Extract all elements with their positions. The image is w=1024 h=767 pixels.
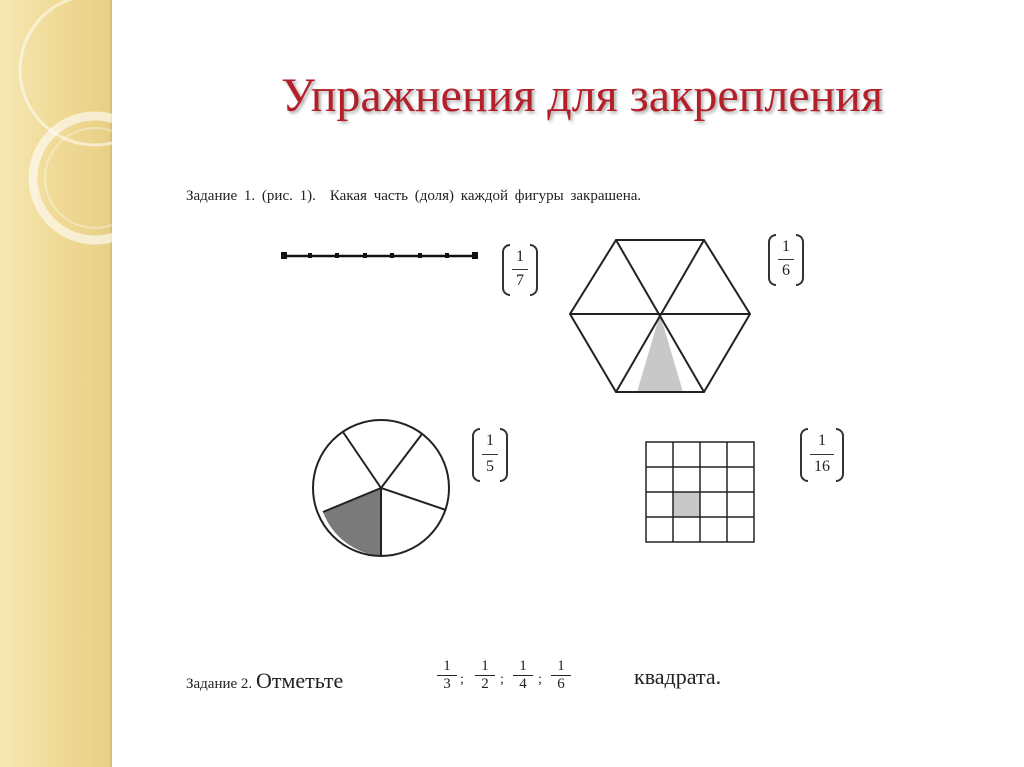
task1-text: [186, 188, 641, 205]
task2-verb: Отметьте: [255, 668, 344, 693]
answer-fraction-hexagon: 1 6: [768, 234, 804, 286]
task2-separator-2: ;: [500, 672, 504, 687]
task2-separator-1: ;: [460, 672, 464, 687]
task2-fraction-3: 1 4: [512, 658, 534, 693]
task2-separator-3: ;: [538, 672, 542, 687]
task2-ending: квадрата.: [634, 664, 722, 689]
segment-figure: [278, 246, 484, 266]
task2-fraction-1: 1 3: [436, 658, 458, 693]
circle-figure: [306, 418, 456, 562]
task1-question: Какая часть (доля) каждой фигуры закрашена.: [329, 188, 642, 204]
task1-label: Задание 1. (рис. 1).: [186, 188, 316, 204]
task2-label: Задание 2.: [186, 676, 253, 692]
answer-fraction-grid: 1 16: [800, 428, 844, 482]
page-title: Упражнения для закрепления: [280, 69, 884, 122]
decorative-rings: [0, 0, 140, 260]
task2-fraction-2: 1 2: [474, 658, 496, 693]
hexagon-figure: [560, 232, 760, 402]
answer-fraction-circle: 1 5: [472, 428, 508, 482]
grid-figure: [642, 436, 758, 548]
answer-fraction-segment: 1 7: [502, 244, 538, 296]
task2-fraction-4: 1 6: [550, 658, 572, 693]
